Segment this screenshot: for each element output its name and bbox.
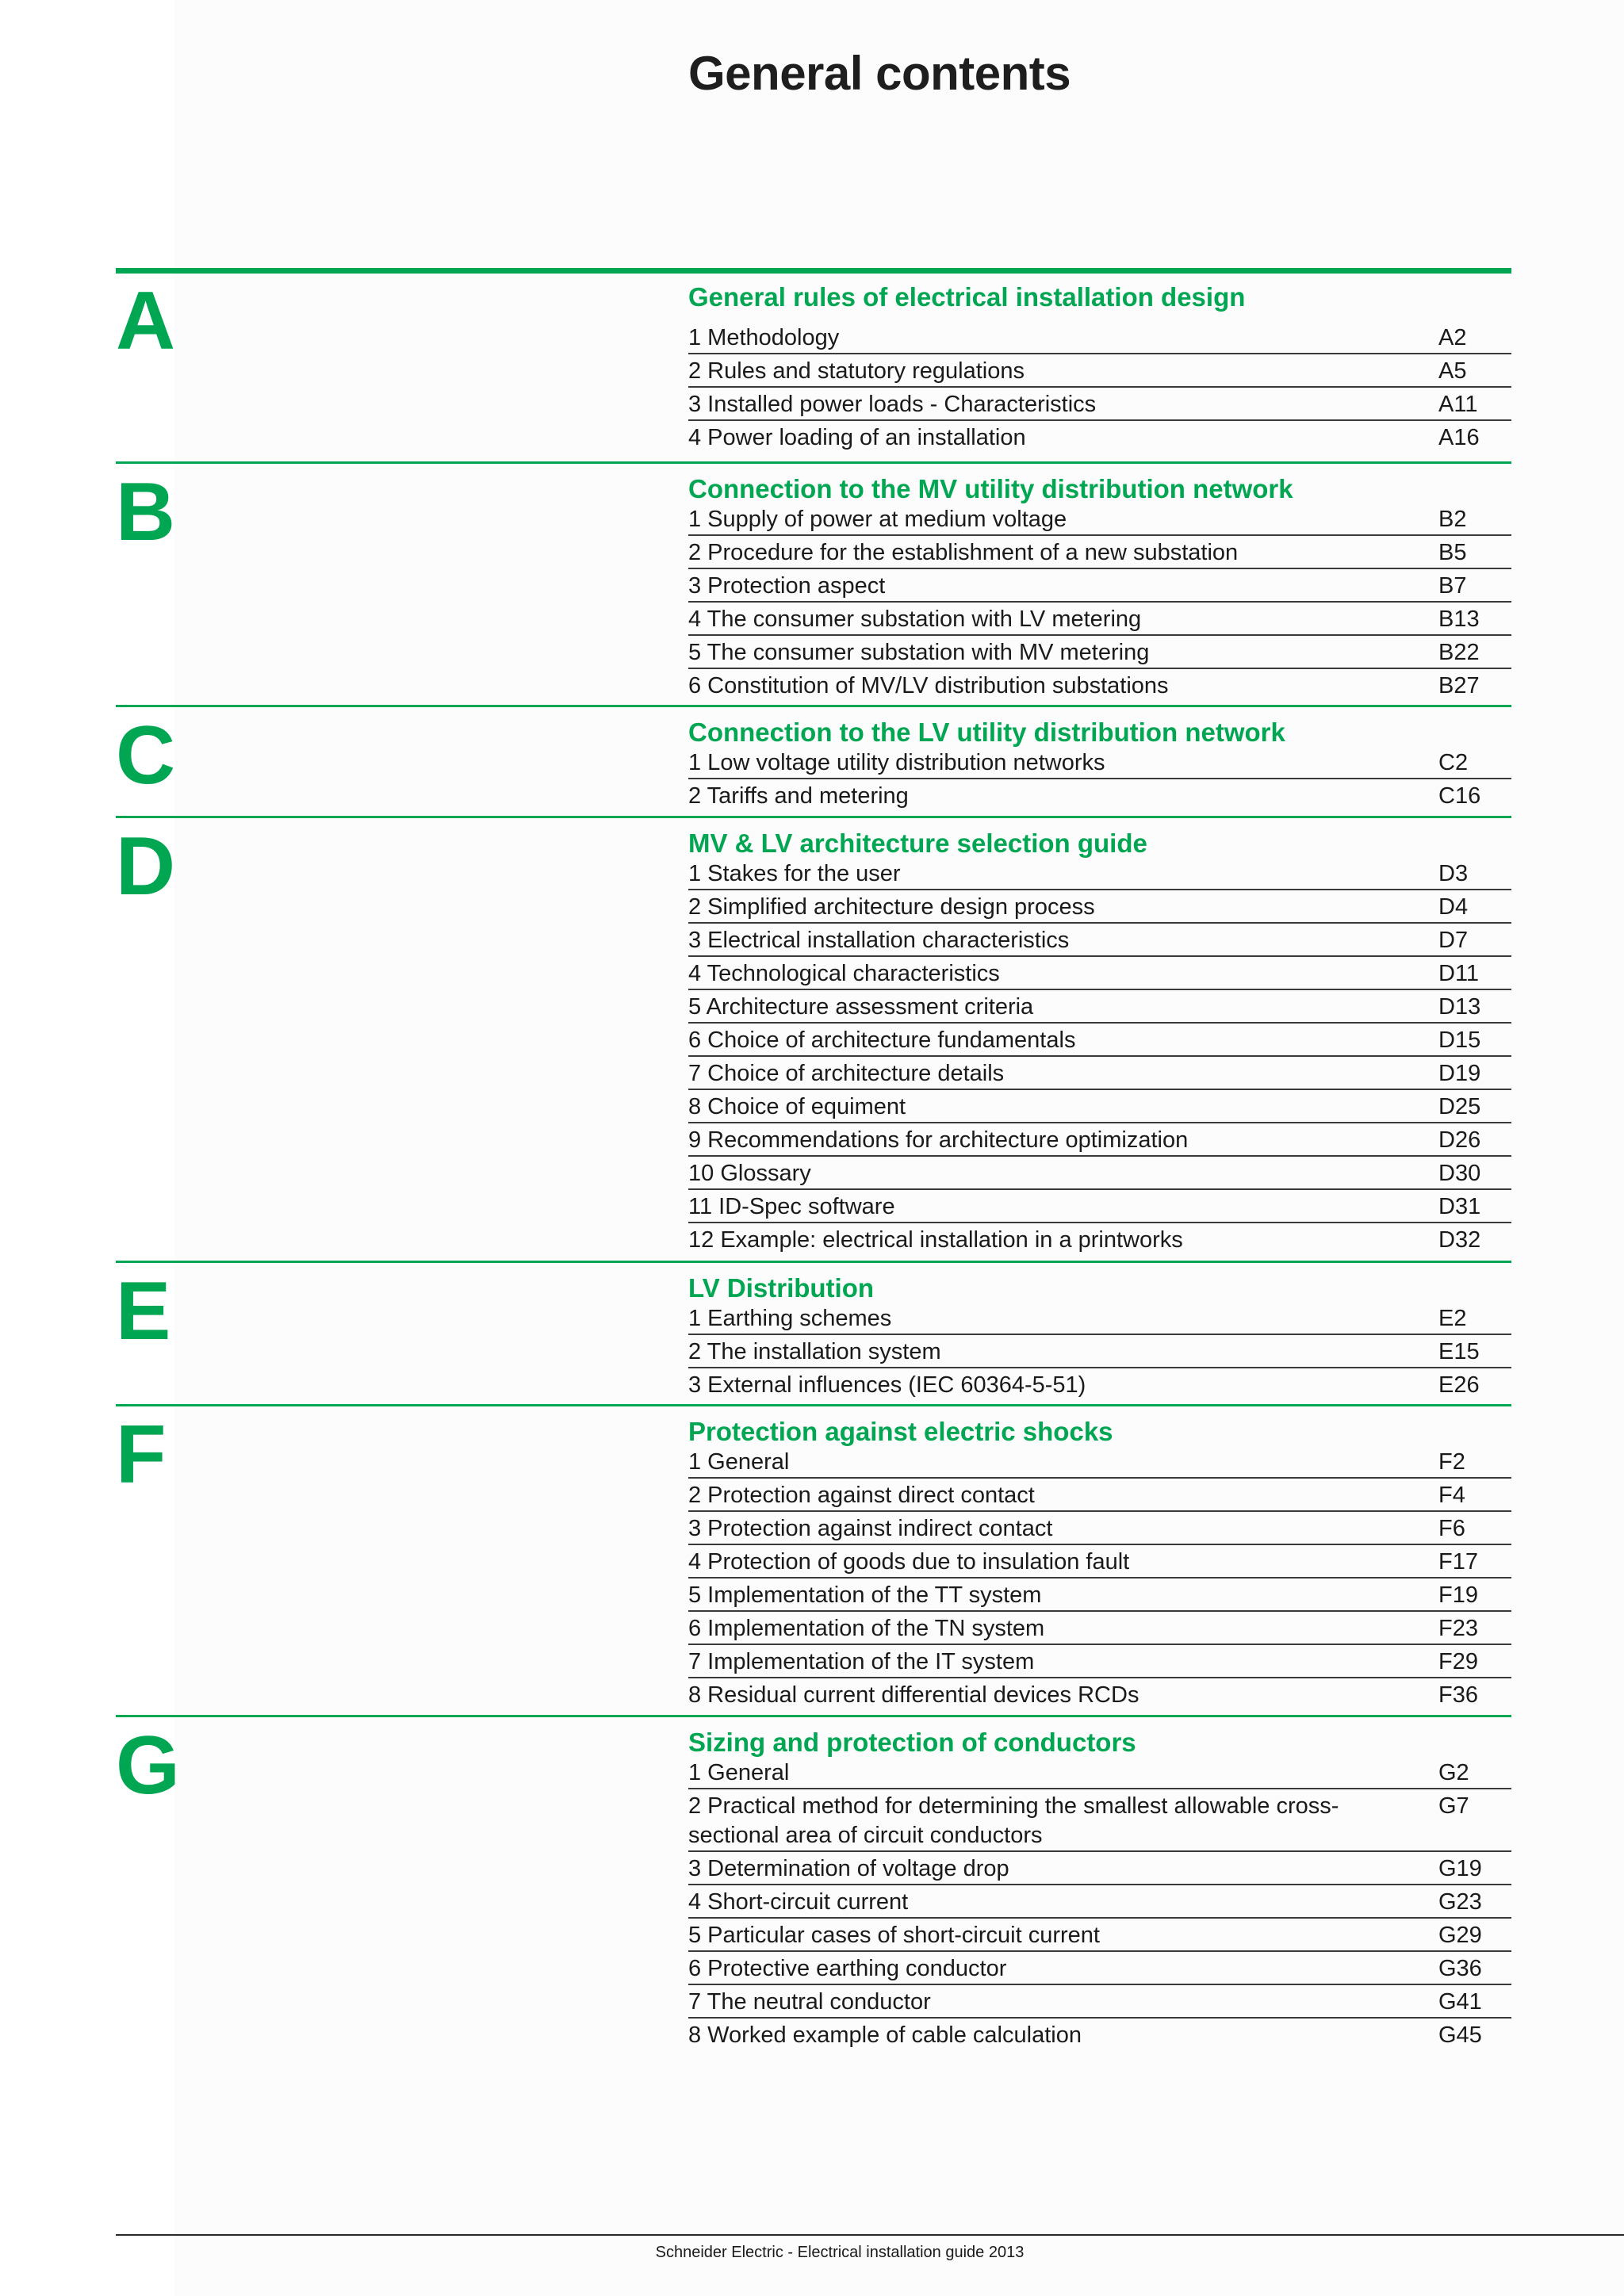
toc-entry-page: D30 bbox=[1438, 1161, 1481, 1186]
toc-entry[interactable] bbox=[688, 746, 1511, 779]
toc-entry[interactable] bbox=[688, 957, 1511, 990]
toc-entry[interactable] bbox=[688, 1645, 1511, 1678]
toc-entry[interactable] bbox=[688, 1123, 1511, 1157]
chapter-list bbox=[688, 321, 1511, 454]
toc-entry-title: 1 General bbox=[688, 1760, 790, 1785]
toc-entry[interactable] bbox=[688, 1952, 1511, 1985]
toc-entry-title: 8 Choice of equiment bbox=[688, 1094, 906, 1119]
section-divider bbox=[116, 816, 1511, 818]
section-letter: C bbox=[116, 710, 176, 802]
chapter-list bbox=[688, 503, 1511, 702]
toc-entry[interactable] bbox=[688, 1512, 1511, 1545]
toc-entry-title: 6 Protective earthing conductor bbox=[688, 1956, 1007, 1981]
toc-entry-title: 3 Determination of voltage drop bbox=[688, 1856, 1009, 1881]
toc-entry-page: B22 bbox=[1438, 640, 1480, 665]
toc-entry-title: 4 Technological characteristics bbox=[688, 961, 1000, 986]
toc-entry-title: 3 Protection aspect bbox=[688, 573, 886, 599]
section-title[interactable]: Connection to the MV utility distribution network bbox=[688, 474, 1293, 503]
toc-entry-title: 4 Protection of goods due to insulation fault bbox=[688, 1549, 1130, 1575]
toc-entry[interactable] bbox=[688, 857, 1511, 890]
toc-entry-page: D25 bbox=[1438, 1094, 1481, 1119]
toc-entry-title: 3 Installed power loads - Characteristics bbox=[688, 392, 1097, 417]
toc-entry-title: 6 Implementation of the TN system bbox=[688, 1616, 1045, 1641]
toc-entry-title: 6 Constitution of MV/LV distribution substations bbox=[688, 673, 1169, 698]
toc-entry-title: 3 Electrical installation characteristics bbox=[688, 928, 1070, 953]
footer-text: Schneider Electric - Electrical installation guide 2013 bbox=[655, 2244, 1025, 2261]
toc-entry[interactable] bbox=[688, 1479, 1511, 1512]
toc-entry-title: 1 Methodology bbox=[688, 325, 840, 350]
toc-entry-page: D26 bbox=[1438, 1127, 1481, 1153]
toc-entry-page: A16 bbox=[1438, 425, 1480, 450]
toc-entry-page: D7 bbox=[1438, 928, 1469, 953]
toc-entry-title: 7 The neutral conductor bbox=[688, 1989, 931, 2015]
toc-entry-page: G29 bbox=[1438, 1923, 1482, 1948]
toc-entry-page: G19 bbox=[1438, 1856, 1482, 1881]
toc-entry[interactable] bbox=[688, 1789, 1511, 1852]
toc-entry[interactable] bbox=[688, 669, 1511, 702]
toc-entry[interactable] bbox=[688, 1545, 1511, 1578]
toc-entry[interactable] bbox=[688, 779, 1511, 813]
toc-entry-page: F2 bbox=[1438, 1449, 1465, 1475]
section-divider bbox=[116, 268, 1511, 274]
section-letter: D bbox=[116, 821, 176, 913]
toc-entry[interactable] bbox=[688, 1578, 1511, 1612]
section-letter: B bbox=[116, 466, 176, 558]
toc-entry-title: 1 Earthing schemes bbox=[688, 1306, 892, 1331]
toc-entry-title: 2 Practical method for determining the smallest allowable cross-sectional area of circuit conductors bbox=[688, 1793, 1339, 1848]
toc-entry-page: A2 bbox=[1438, 325, 1467, 350]
toc-entry-page: D15 bbox=[1438, 1027, 1481, 1053]
toc-entry-page: F36 bbox=[1438, 1682, 1478, 1708]
toc-entry[interactable] bbox=[688, 354, 1511, 388]
toc-entry[interactable] bbox=[688, 636, 1511, 669]
toc-entry-title: 4 Power loading of an installation bbox=[688, 425, 1026, 450]
toc-entry[interactable] bbox=[688, 1885, 1511, 1919]
toc-entry-page: B27 bbox=[1438, 673, 1480, 698]
toc-entry-title: 8 Worked example of cable calculation bbox=[688, 2022, 1082, 2048]
toc-entry-page: G41 bbox=[1438, 1989, 1482, 2015]
toc-entry-title: 5 Particular cases of short-circuit current bbox=[688, 1923, 1100, 1948]
toc-entry[interactable] bbox=[688, 1190, 1511, 1223]
toc-entry[interactable] bbox=[688, 1919, 1511, 1952]
toc-entry[interactable] bbox=[688, 321, 1511, 354]
toc-entry-page: D11 bbox=[1438, 961, 1480, 986]
section-divider bbox=[116, 461, 1511, 464]
toc-entry-page: A5 bbox=[1438, 358, 1467, 384]
toc-entry-page: G23 bbox=[1438, 1889, 1482, 1915]
toc-entry-title: 5 The consumer substation with MV metering bbox=[688, 640, 1150, 665]
section-letter: A bbox=[116, 275, 176, 367]
toc-entry-title: 8 Residual current differential devices RCDs bbox=[688, 1682, 1139, 1708]
toc-entry-title: 1 Supply of power at medium voltage bbox=[688, 507, 1067, 532]
toc-entry-title: 5 Implementation of the TT system bbox=[688, 1582, 1042, 1608]
toc-entry-page: D32 bbox=[1438, 1227, 1481, 1253]
toc-entry[interactable] bbox=[688, 2019, 1511, 2052]
toc-entry[interactable] bbox=[688, 569, 1511, 603]
toc-entry[interactable] bbox=[688, 503, 1511, 536]
page-title: General contents bbox=[688, 47, 1071, 100]
toc-entry-page: G2 bbox=[1438, 1760, 1469, 1785]
toc-entry[interactable] bbox=[688, 1678, 1511, 1712]
toc-entry-title: 3 External influences (IEC 60364-5-51) bbox=[688, 1372, 1086, 1398]
toc-entry-page: F19 bbox=[1438, 1582, 1478, 1608]
toc-entry-title: 2 Rules and statutory regulations bbox=[688, 358, 1025, 384]
toc-entry[interactable] bbox=[688, 1335, 1511, 1368]
toc-entry[interactable] bbox=[688, 1368, 1511, 1402]
toc-entry-page: E15 bbox=[1438, 1339, 1480, 1364]
toc-entry-title: 9 Recommendations for architecture optimization bbox=[688, 1127, 1189, 1153]
toc-entry-title: 4 The consumer substation with LV metering bbox=[688, 607, 1142, 632]
toc-entry-title: 7 Implementation of the IT system bbox=[688, 1649, 1035, 1674]
section-letter: F bbox=[116, 1409, 167, 1501]
toc-entry-page: G45 bbox=[1438, 2022, 1482, 2048]
toc-entry-title: 6 Choice of architecture fundamentals bbox=[688, 1027, 1076, 1053]
section-letter: G bbox=[116, 1720, 180, 1812]
toc-entry-title: 1 General bbox=[688, 1449, 790, 1475]
toc-entry[interactable] bbox=[688, 1985, 1511, 2019]
toc-entry-page: F23 bbox=[1438, 1616, 1478, 1641]
toc-entry-title: 1 Low voltage utility distribution networks bbox=[688, 750, 1105, 775]
toc-entry[interactable] bbox=[688, 1090, 1511, 1123]
toc-entry-title: 7 Choice of architecture details bbox=[688, 1061, 1005, 1086]
chapter-list bbox=[688, 746, 1511, 813]
footer-rule bbox=[116, 2234, 1624, 2236]
toc-entry-page: F4 bbox=[1438, 1483, 1465, 1508]
toc-entry-page: E2 bbox=[1438, 1306, 1467, 1331]
chapter-list bbox=[688, 1445, 1511, 1712]
toc-entry-page: F17 bbox=[1438, 1549, 1478, 1575]
toc-entry-page: G36 bbox=[1438, 1956, 1482, 1981]
toc-entry-title: 11 ID-Spec software bbox=[688, 1194, 895, 1219]
toc-entry[interactable] bbox=[688, 890, 1511, 924]
toc-entry[interactable] bbox=[688, 1852, 1511, 1885]
toc-entry[interactable] bbox=[688, 1024, 1511, 1057]
section-divider bbox=[116, 705, 1511, 707]
section-divider bbox=[116, 1404, 1511, 1406]
toc-entry-page: B5 bbox=[1438, 540, 1467, 565]
toc-entry[interactable] bbox=[688, 1157, 1511, 1190]
toc-entry-page: B13 bbox=[1438, 607, 1480, 632]
toc-entry-title: 2 Protection against direct contact bbox=[688, 1483, 1035, 1508]
toc-entry-page: C2 bbox=[1438, 750, 1469, 775]
toc-entry[interactable] bbox=[688, 924, 1511, 957]
chapter-list bbox=[688, 1302, 1511, 1402]
toc-entry-page: D4 bbox=[1438, 894, 1469, 920]
toc-entry[interactable] bbox=[688, 603, 1511, 636]
section-title[interactable]: General rules of electrical installation design bbox=[688, 282, 1246, 312]
toc-entry-title: 2 Procedure for the establishment of a new substation bbox=[688, 540, 1239, 565]
toc-entry[interactable] bbox=[688, 536, 1511, 569]
section-title[interactable]: MV & LV architecture selection guide bbox=[688, 828, 1147, 858]
toc-entry-page: D19 bbox=[1438, 1061, 1481, 1086]
section-title[interactable]: LV Distribution bbox=[688, 1273, 875, 1303]
toc-entry[interactable] bbox=[688, 1756, 1511, 1789]
toc-entry-page: D13 bbox=[1438, 994, 1481, 1020]
toc-entry[interactable] bbox=[688, 1445, 1511, 1479]
chapter-list bbox=[688, 857, 1511, 1257]
toc-entry-title: 10 Glossary bbox=[688, 1161, 811, 1186]
toc-entry-title: 2 Tariffs and metering bbox=[688, 783, 909, 809]
toc-entry-page: E26 bbox=[1438, 1372, 1480, 1398]
section-divider bbox=[116, 1715, 1511, 1717]
toc-entry-page: F6 bbox=[1438, 1516, 1465, 1541]
toc-entry-title: 3 Protection against indirect contact bbox=[688, 1516, 1053, 1541]
toc-entry[interactable] bbox=[688, 1223, 1511, 1257]
toc-entry-page: D31 bbox=[1438, 1194, 1481, 1219]
toc-entry-page: F29 bbox=[1438, 1649, 1478, 1674]
section-title[interactable]: Sizing and protection of conductors bbox=[688, 1728, 1136, 1757]
section-title[interactable]: Protection against electric shocks bbox=[688, 1417, 1113, 1446]
toc-entry[interactable] bbox=[688, 1302, 1511, 1335]
toc-entry[interactable] bbox=[688, 1612, 1511, 1645]
toc-entry-title: 12 Example: electrical installation in a printworks bbox=[688, 1227, 1183, 1253]
section-title[interactable]: Connection to the LV utility distribution network bbox=[688, 718, 1285, 747]
toc-entry[interactable] bbox=[688, 990, 1511, 1024]
toc-entry-page: C16 bbox=[1438, 783, 1481, 809]
toc-entry-title: 5 Architecture assessment criteria bbox=[688, 994, 1034, 1020]
toc-entry-page: A11 bbox=[1438, 392, 1478, 417]
toc-entry-title: 4 Short-circuit current bbox=[688, 1889, 909, 1915]
toc-entry[interactable] bbox=[688, 388, 1511, 421]
section-letter: E bbox=[116, 1265, 171, 1357]
toc-entry[interactable] bbox=[688, 1057, 1511, 1090]
toc-entry-page: G7 bbox=[1438, 1793, 1469, 1819]
toc-entry-title: 2 Simplified architecture design process bbox=[688, 894, 1095, 920]
toc-entry-page: B7 bbox=[1438, 573, 1467, 599]
toc-entry-title: 1 Stakes for the user bbox=[688, 861, 901, 886]
section-divider bbox=[116, 1261, 1511, 1263]
chapter-list bbox=[688, 1756, 1511, 2052]
toc-entry-page: D3 bbox=[1438, 861, 1469, 886]
toc-entry[interactable] bbox=[688, 421, 1511, 454]
toc-entry-title: 2 The installation system bbox=[688, 1339, 941, 1364]
toc-entry-page: B2 bbox=[1438, 507, 1467, 532]
